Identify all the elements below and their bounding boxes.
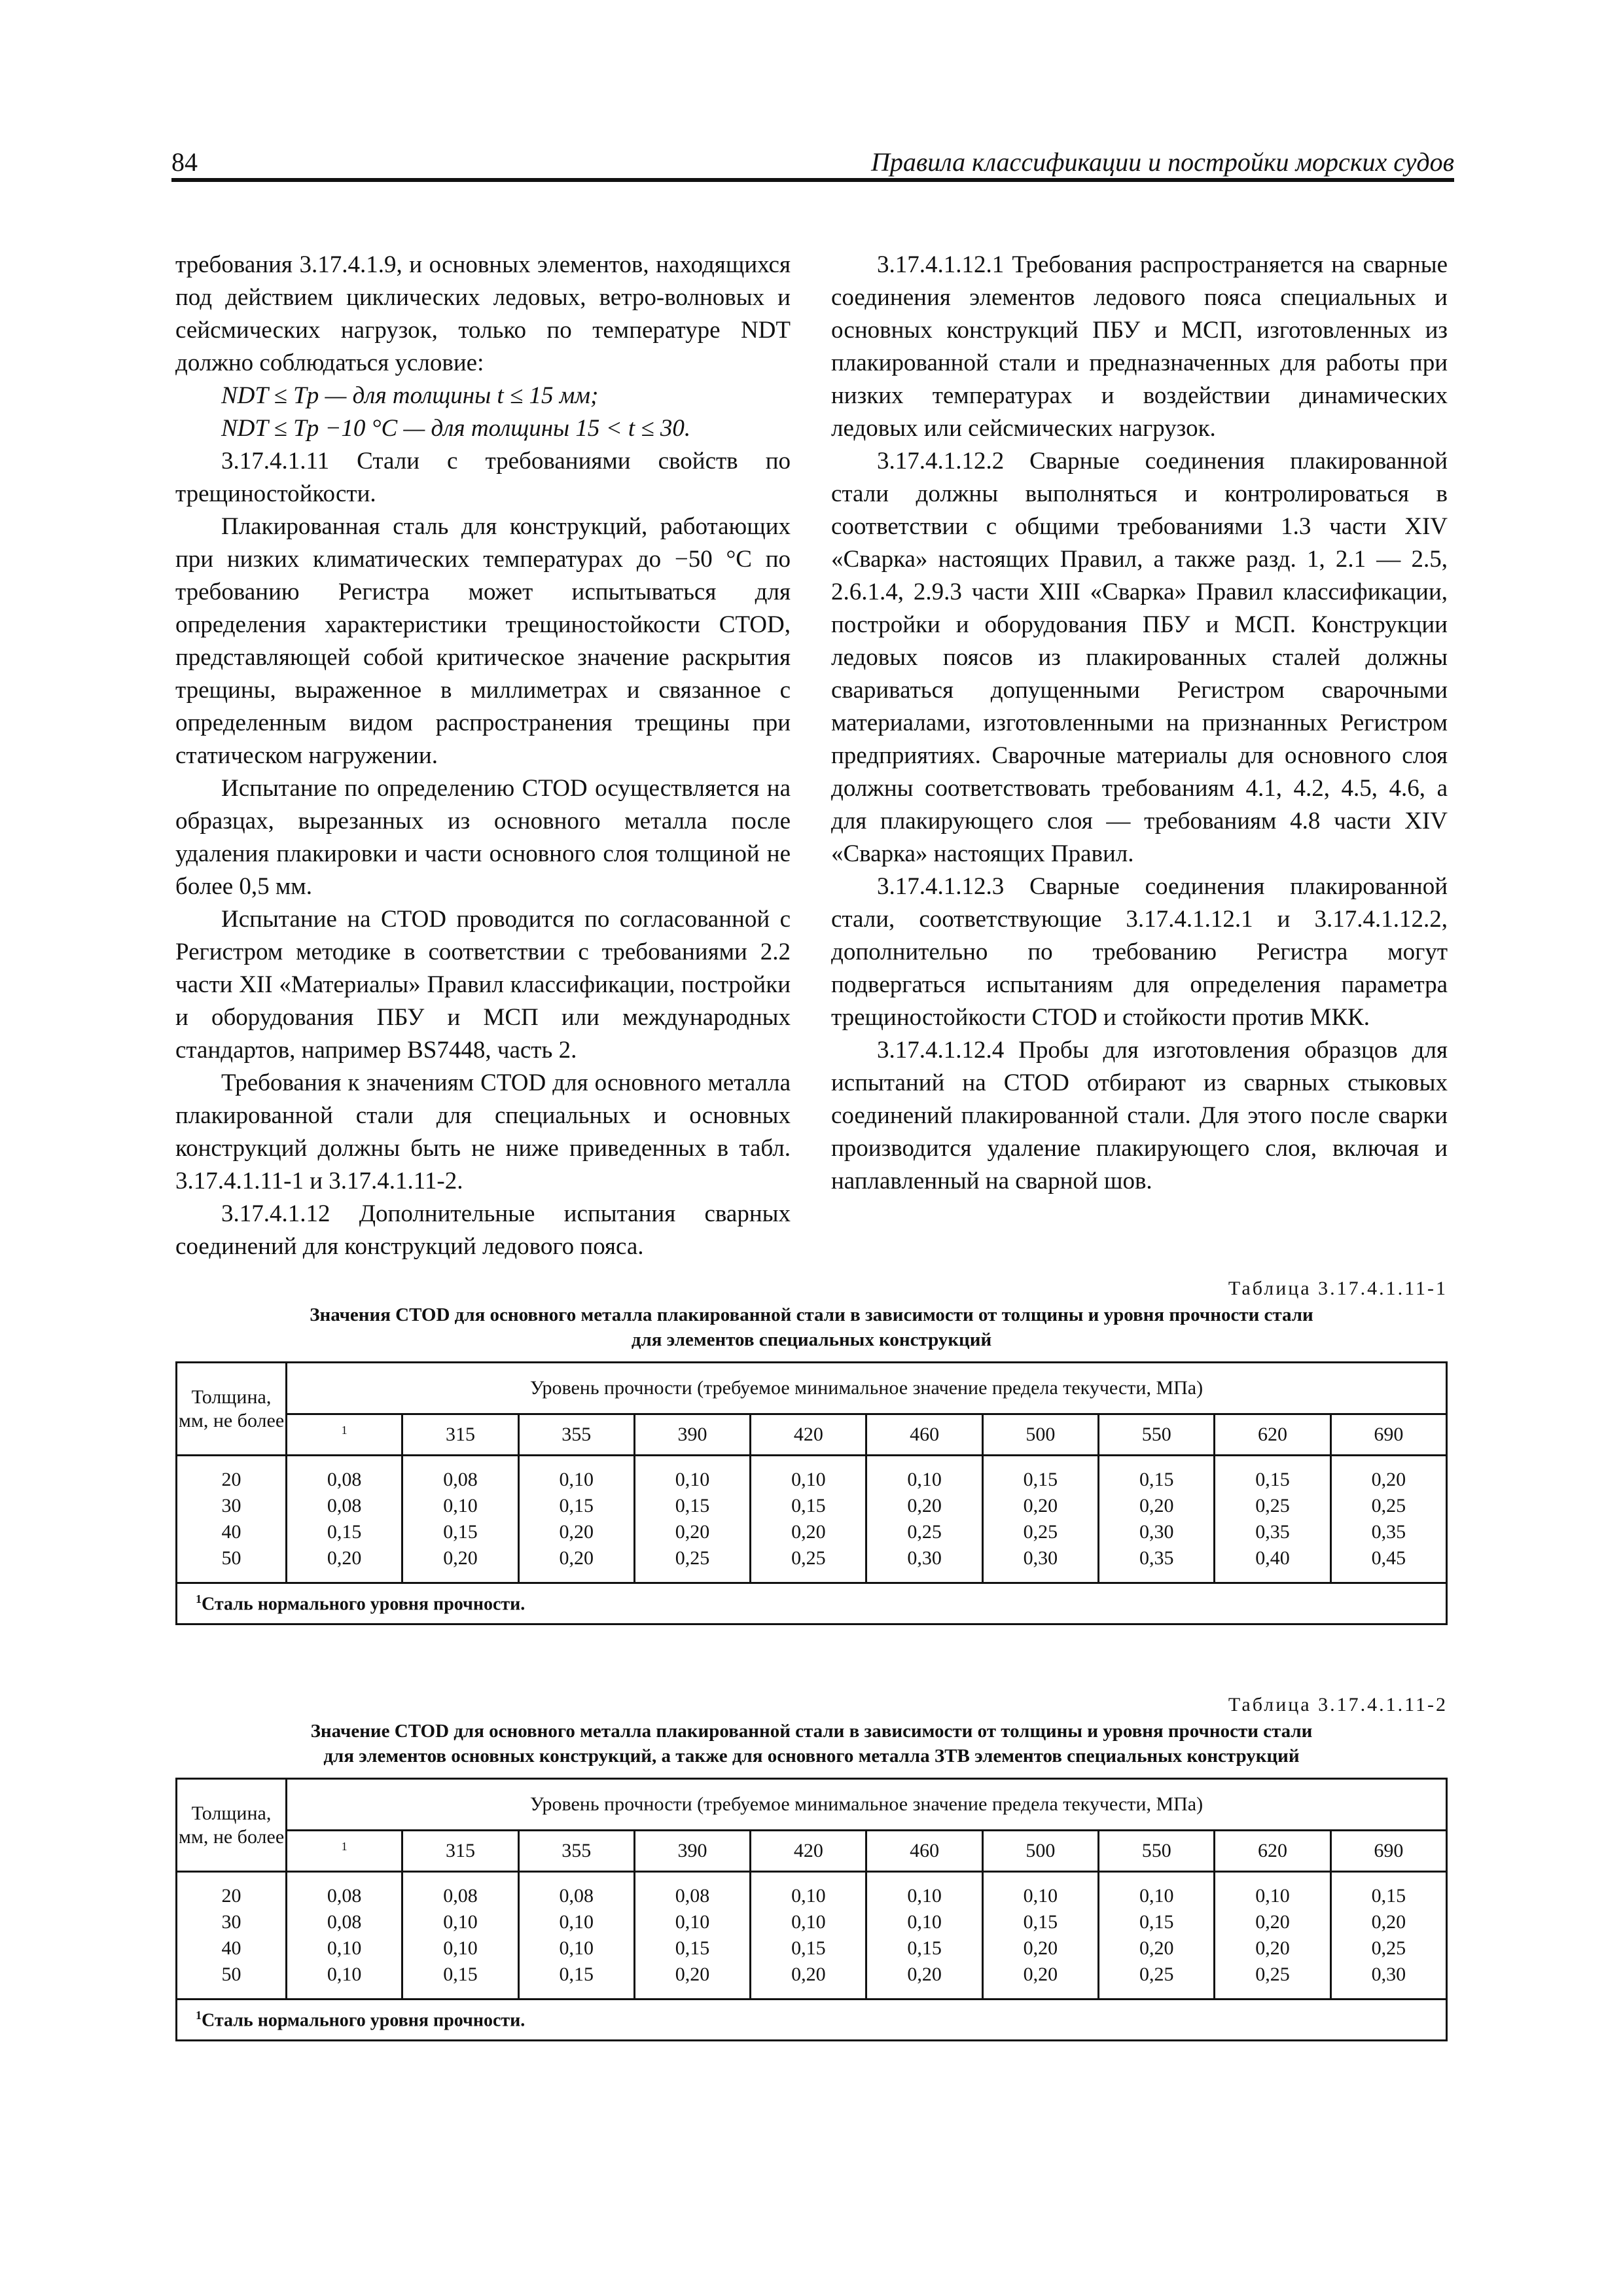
- value-cell: 0,15: [1215, 1456, 1330, 1494]
- value-cell: 0,15: [518, 1962, 634, 2000]
- value-cell: 0,20: [866, 1493, 982, 1519]
- grade-cell: 500: [982, 1831, 1098, 1872]
- value-cell: 0,10: [287, 1962, 402, 2000]
- value-cell: 0,20: [751, 1962, 866, 2000]
- table-row: [177, 1962, 1447, 2000]
- ctod-table-special: [175, 1361, 1448, 1625]
- value-cell: 0,20: [518, 1545, 634, 1583]
- value-cell: 0,35: [1099, 1545, 1215, 1583]
- table-footnote: [177, 1583, 1447, 1624]
- table-title: [175, 1302, 1448, 1352]
- footnote-mark: 1: [196, 1592, 202, 1605]
- grade-cell: 1: [287, 1831, 402, 1872]
- table-title: [175, 1719, 1448, 1768]
- value-cell: 0,35: [1215, 1519, 1330, 1545]
- paragraph: 3.17.4.1.12.4 Пробы для изготовления образцов для испытаний на CTOD отбирают из сварных стыковых соединений плакированной стали. Для этого после сварки производится удаление плакирующего слоя, включая и наплавленный на сварной шов.: [831, 1037, 1448, 1194]
- grade-row: [177, 1414, 1447, 1456]
- value-cell: 0,08: [287, 1909, 402, 1935]
- column-header-strength: Уровень прочности (требуемое минимальное значение предела текучести, МПа): [287, 1779, 1447, 1831]
- paragraph: 3.17.4.1.12.2 Сварные соединения плакированной стали должны выполняться и контролироваться в соответствии с общими требованиями 1.3 части XIV «Сварка» настоящих Правил, а также разд. 1, 2.1 — 2.5, 2.6.1.4, 2.9.3 части XIII «Сварка» Правил классификации, постройки и оборудования ПБУ и МСП. Конструкции ледовых поясов из плакированных сталей должны свариваться допущенными Регистром сварочными материалами, изготовленными на признанных Регистром предприятиях. Сварочные материалы для основного слоя должны соответствовать требованиям 4.1, 4.2, 4.5, 4.6, а для плакирующего слоя — требованиям 4.8 части XIV «Сварка» настоящих Правил.: [831, 448, 1448, 867]
- grade-cell: 355: [518, 1414, 634, 1456]
- formula-thick: NDT ≤ Tp −10 °С — для толщины 15 < t ≤ 30.: [221, 415, 691, 442]
- value-cell: 0,40: [1215, 1545, 1330, 1583]
- grade-cell: 620: [1215, 1414, 1330, 1456]
- thickness-cell: 50: [177, 1962, 287, 2000]
- value-cell: 0,08: [287, 1493, 402, 1519]
- value-cell: 0,20: [866, 1962, 982, 2000]
- value-cell: 0,25: [751, 1545, 866, 1583]
- table-title-line: Значение CTOD для основного металла плакированной стали в зависимости от толщины и уровня прочности стали: [310, 1721, 1313, 1742]
- column-header-thickness: Толщина, мм, не более: [177, 1363, 287, 1456]
- value-cell: 0,20: [982, 1962, 1098, 2000]
- grade-cell: 1: [287, 1414, 402, 1456]
- value-cell: 0,15: [751, 1493, 866, 1519]
- value-cell: 0,20: [287, 1545, 402, 1583]
- grade-cell: 690: [1330, 1414, 1446, 1456]
- paragraph: 3.17.4.1.12.3 Сварные соединения плакированной стали, соответствующие 3.17.4.1.12.1 и 3.17.4.1.12.2, дополнительно по требованию Регистра могут подвергаться испытаниям для определения параметра трещиностойкости CTOD и стойкости против МКК.: [831, 873, 1448, 1031]
- table-row: [177, 1493, 1447, 1519]
- thickness-cell: 40: [177, 1935, 287, 1962]
- column-header-thickness: Толщина, мм, не более: [177, 1779, 287, 1872]
- value-cell: 0,20: [518, 1519, 634, 1545]
- value-cell: 0,20: [751, 1519, 866, 1545]
- grade-cell: 315: [402, 1414, 518, 1456]
- paragraph: требования 3.17.4.1.9, и основных элементов, находящихся под действием циклических ледовых, ветро-волновых и сейсмических нагрузок, только по температуре NDT должно соблюдаться условие:: [175, 251, 791, 376]
- value-cell: 0,30: [1330, 1962, 1446, 2000]
- value-cell: 0,10: [518, 1935, 634, 1962]
- value-cell: 0,35: [1330, 1519, 1446, 1545]
- grade-cell: 420: [751, 1414, 866, 1456]
- value-cell: 0,10: [1215, 1872, 1330, 1910]
- table-title-line: для элементов специальных конструкций: [631, 1329, 992, 1350]
- value-cell: 0,15: [518, 1493, 634, 1519]
- value-cell: 0,30: [982, 1545, 1098, 1583]
- thickness-cell: 30: [177, 1493, 287, 1519]
- paragraph: Требования к значениям CTOD для основного металла плакированной стали для специальных и основных конструкций должны быть не ниже приведенных в табл. 3.17.4.1.11-1 и 3.17.4.1.11-2.: [175, 1069, 791, 1194]
- thickness-cell: 20: [177, 1456, 287, 1494]
- ctod-table-main: [175, 1778, 1448, 2041]
- value-cell: 0,20: [1215, 1909, 1330, 1935]
- value-cell: 0,08: [402, 1456, 518, 1494]
- table-footnote: [177, 2000, 1447, 2041]
- value-cell: 0,15: [1330, 1872, 1446, 1910]
- value-cell: 0,10: [866, 1872, 982, 1910]
- grade-cell: 460: [866, 1414, 982, 1456]
- column-header-strength: Уровень прочности (требуемое минимальное значение предела текучести, МПа): [287, 1363, 1447, 1414]
- grade-cell: 420: [751, 1831, 866, 1872]
- value-cell: 0,10: [402, 1935, 518, 1962]
- footnote-text: Сталь нормального уровня прочности.: [202, 2010, 526, 2031]
- formula-thin: NDT ≤ Tp — для толщины t ≤ 15 мм;: [221, 382, 599, 409]
- value-cell: 0,10: [402, 1493, 518, 1519]
- value-cell: 0,15: [751, 1935, 866, 1962]
- value-cell: 0,20: [402, 1545, 518, 1583]
- grade-cell: 620: [1215, 1831, 1330, 1872]
- value-cell: 0,10: [518, 1456, 634, 1494]
- value-cell: 0,10: [518, 1909, 634, 1935]
- value-cell: 0,45: [1330, 1545, 1446, 1583]
- grade-cell: 550: [1099, 1831, 1215, 1872]
- value-cell: 0,20: [1099, 1493, 1215, 1519]
- value-cell: 0,30: [866, 1545, 982, 1583]
- value-cell: 0,15: [402, 1519, 518, 1545]
- grade-cell: 390: [634, 1414, 750, 1456]
- value-cell: 0,25: [1330, 1493, 1446, 1519]
- value-cell: 0,10: [751, 1872, 866, 1910]
- value-cell: 0,15: [402, 1962, 518, 2000]
- value-cell: 0,20: [1330, 1456, 1446, 1494]
- table-row: [177, 1935, 1447, 1962]
- page-header: [171, 148, 1454, 182]
- table-row: [177, 1456, 1447, 1494]
- value-cell: 0,10: [751, 1456, 866, 1494]
- value-cell: 0,20: [982, 1493, 1098, 1519]
- value-cell: 0,20: [982, 1935, 1098, 1962]
- value-cell: 0,15: [634, 1935, 750, 1962]
- value-cell: 0,08: [634, 1872, 750, 1910]
- paragraph: Испытание на CTOD проводится по согласованной с Регистром методике в соответствии с требованиями 2.2 части XII «Материалы» Правил классификации, постройки и оборудования ПБУ и МСП или международных стандартов, например BS7448, часть 2.: [175, 906, 791, 1064]
- paragraph: Испытание по определению CTOD осуществляется на образцах, вырезанных из основного металла после удаления плакировки и части основного слоя толщиной не более 0,5 мм.: [175, 775, 791, 900]
- value-cell: 0,25: [1330, 1935, 1446, 1962]
- value-cell: 0,10: [402, 1909, 518, 1935]
- section-heading: 3.17.4.1.11 Стали с требованиями свойств по трещиностойкости.: [175, 448, 791, 507]
- value-cell: 0,20: [1215, 1935, 1330, 1962]
- value-cell: 0,30: [1099, 1519, 1215, 1545]
- value-cell: 0,20: [1099, 1935, 1215, 1962]
- value-cell: 0,15: [634, 1493, 750, 1519]
- table-title-line: для элементов основных конструкций, а также для основного металла ЗТВ элементов специальных конструкций: [323, 1746, 1300, 1767]
- grade-cell: 500: [982, 1414, 1098, 1456]
- grade-cell: 460: [866, 1831, 982, 1872]
- value-cell: 0,10: [634, 1456, 750, 1494]
- value-cell: 0,08: [287, 1872, 402, 1910]
- footnote-text: Сталь нормального уровня прочности.: [202, 1594, 526, 1615]
- value-cell: 0,08: [402, 1872, 518, 1910]
- value-cell: 0,25: [1215, 1962, 1330, 2000]
- grade-cell: 355: [518, 1831, 634, 1872]
- table-row: [177, 1909, 1447, 1935]
- running-title: Правила классификации и постройки морских судов: [870, 147, 1454, 177]
- table-row: [177, 1519, 1447, 1545]
- section-heading: 3.17.4.1.12 Дополнительные испытания сварных соединений для конструкций ледового пояса.: [175, 1200, 791, 1260]
- value-cell: 0,20: [634, 1962, 750, 2000]
- thickness-cell: 20: [177, 1872, 287, 1910]
- value-cell: 0,10: [634, 1909, 750, 1935]
- value-cell: 0,08: [287, 1456, 402, 1494]
- table-row: [177, 1872, 1447, 1910]
- value-cell: 0,10: [866, 1456, 982, 1494]
- footnote-mark: 1: [196, 2008, 202, 2022]
- value-cell: 0,15: [1099, 1909, 1215, 1935]
- thickness-cell: 40: [177, 1519, 287, 1545]
- value-cell: 0,20: [1330, 1909, 1446, 1935]
- value-cell: 0,10: [287, 1935, 402, 1962]
- value-cell: 0,15: [982, 1909, 1098, 1935]
- grade-row: [177, 1831, 1447, 1872]
- grade-cell: 550: [1099, 1414, 1215, 1456]
- value-cell: 0,10: [866, 1909, 982, 1935]
- paragraph: Плакированная сталь для конструкций, работающих при низких климатических температурах до −50 °С по требованию Регистра может испытываться для определения характеристики трещиностойкости CTOD, представляющей собой критическое значение раскрытия трещины, выраженное в миллиметрах и связанное с определенным видом распространения трещины при статическом нагружении.: [175, 513, 791, 769]
- grade-cell: 390: [634, 1831, 750, 1872]
- value-cell: 0,20: [634, 1519, 750, 1545]
- value-cell: 0,15: [866, 1935, 982, 1962]
- value-cell: 0,25: [982, 1519, 1098, 1545]
- value-cell: 0,10: [751, 1909, 866, 1935]
- value-cell: 0,25: [1099, 1962, 1215, 2000]
- thickness-cell: 30: [177, 1909, 287, 1935]
- value-cell: 0,15: [982, 1456, 1098, 1494]
- thickness-cell: 50: [177, 1545, 287, 1583]
- value-cell: 0,10: [982, 1872, 1098, 1910]
- table-caption: Таблица 3.17.4.1.11-2: [1228, 1694, 1448, 1715]
- value-cell: 0,15: [287, 1519, 402, 1545]
- value-cell: 0,25: [1215, 1493, 1330, 1519]
- value-cell: 0,10: [1099, 1872, 1215, 1910]
- value-cell: 0,25: [634, 1545, 750, 1583]
- value-cell: 0,08: [518, 1872, 634, 1910]
- page-number: 84: [171, 147, 198, 177]
- value-cell: 0,15: [1099, 1456, 1215, 1494]
- table-caption: Таблица 3.17.4.1.11-1: [1228, 1278, 1448, 1299]
- grade-cell: 315: [402, 1831, 518, 1872]
- grade-cell: 690: [1330, 1831, 1446, 1872]
- paragraph: 3.17.4.1.12.1 Требования распространяется на сварные соединения элементов ледового пояса специальных и основных конструкций ПБУ и МСП, изготовленных из плакированной стали и предназначенных для работы при низких температурах и воздействии динамических ледовых или сейсмических нагрузок.: [831, 251, 1448, 442]
- right-column: [831, 249, 1448, 1198]
- value-cell: 0,25: [866, 1519, 982, 1545]
- table-row: [177, 1545, 1447, 1583]
- left-column: [175, 249, 791, 1263]
- table-title-line: Значения CTOD для основного металла плакированной стали в зависимости от толщины и уровня прочности стали: [310, 1304, 1313, 1325]
